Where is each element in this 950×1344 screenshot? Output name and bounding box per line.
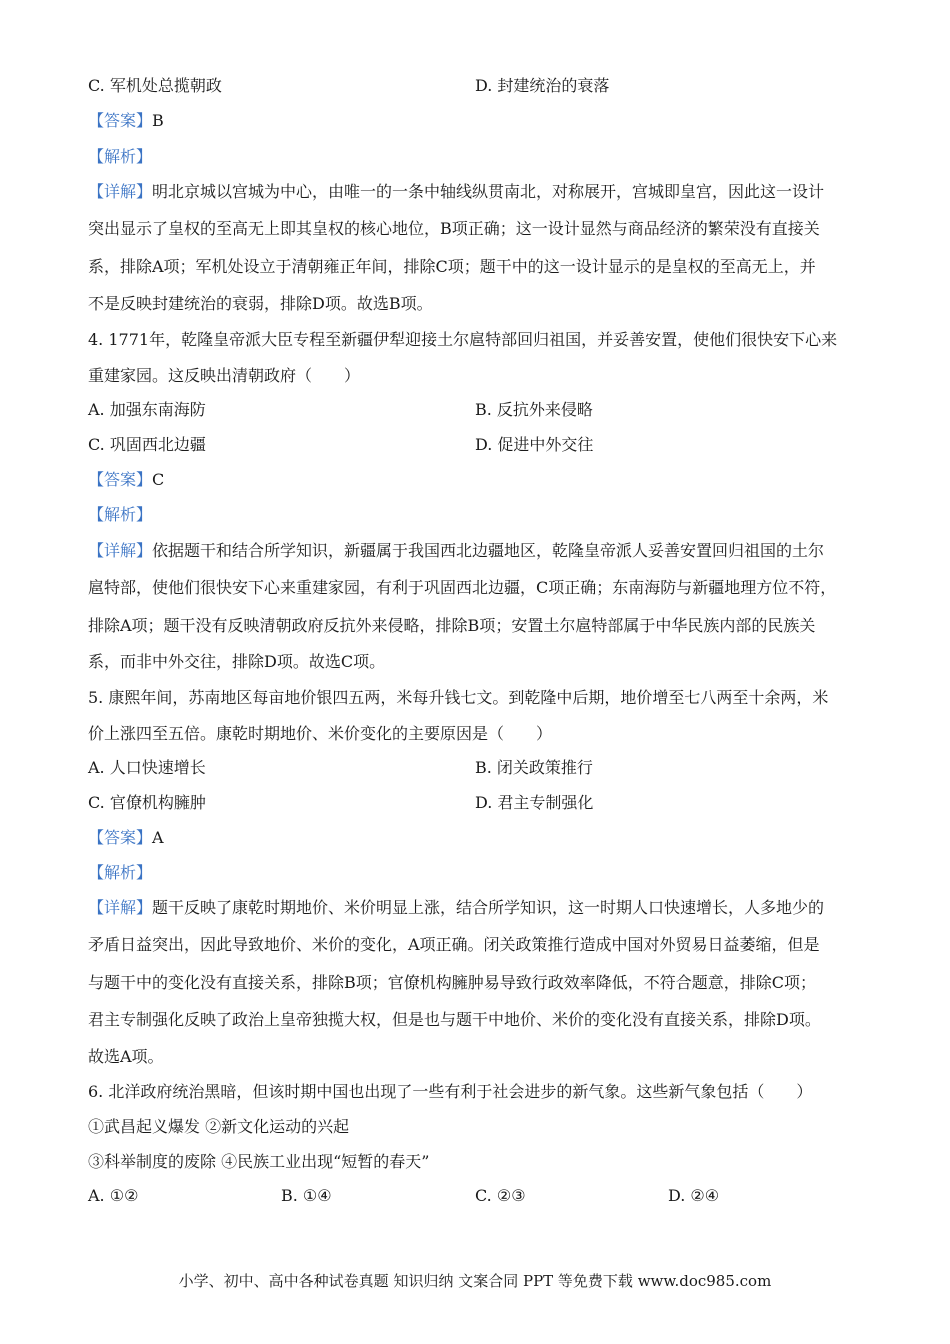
q5-detail-line-3: 与题干中的变化没有直接关系，排除B项；官僚机构臃肿易导致行政效率降低，不符合题意，排除C项；: [88, 973, 817, 992]
answer-tag: 【答案】: [88, 470, 153, 489]
q3-answer: [88, 111, 164, 131]
q5-detail-line-4: 君主专制强化反映了政治上皇帝独揽大权，但是也与题干中地价、米价的变化没有直接关系，排除D项。: [88, 1010, 821, 1029]
q3-option-c: C. 军机处总揽朝政: [88, 76, 222, 95]
q6-option-c: C. ②③: [475, 1186, 526, 1205]
q3-analysis-tag: 【解析】: [88, 147, 153, 166]
q5-option-b: B. 闭关政策推行: [475, 758, 593, 777]
q4-detail-line-2: 扈特部，使他们很快安下心来重建家园，有利于巩固西北边疆，C项正确；东南海防与新疆地理方位不符，: [88, 578, 837, 597]
detail-tag: 【详解】: [88, 182, 153, 201]
q4-option-d: D. 促进中外交往: [475, 435, 594, 454]
q5-detail-line-1: [88, 898, 824, 918]
q5-option-d: D. 君主专制强化: [475, 793, 594, 812]
q5-detail-line-5: 故选A项。: [88, 1047, 164, 1066]
q4-analysis-tag: 【解析】: [88, 505, 153, 524]
q6-option-d: D. ②④: [668, 1186, 720, 1205]
answer-value: B: [152, 111, 164, 130]
q6-items-line-1: ①武昌起义爆发 ②新文化运动的兴起: [88, 1117, 350, 1136]
detail-tag: 【详解】: [88, 898, 153, 917]
q4-stem-line-2: 重建家园。这反映出清朝政府（ ）: [88, 366, 361, 385]
q4-detail-line-3: 排除A项；题干没有反映清朝政府反抗外来侵略，排除B项；安置土尔扈特部属于中华民族内部的民族关: [88, 616, 816, 635]
answer-tag: 【答案】: [88, 828, 153, 847]
q4-option-a: A. 加强东南海防: [88, 400, 206, 419]
q4-answer: [88, 470, 164, 490]
q3-detail-line-3: 系，排除A项；军机处设立于清朝雍正年间，排除C项；题干中的这一设计显示的是皇权的至高无上，并: [88, 257, 816, 276]
q5-detail-line-2: 矛盾日益突出，因此导致地价、米价的变化，A项正确。闭关政策推行造成中国对外贸易日益萎缩，但是: [88, 935, 820, 954]
q3-detail-line-2: 突出显示了皇权的至高无上即其皇权的核心地位，B项正确；这一设计显然与商品经济的繁荣没有直接关: [88, 219, 820, 238]
q5-answer: [88, 828, 164, 848]
q4-option-c: C. 巩固西北边疆: [88, 435, 206, 454]
q6-option-b: B. ①④: [281, 1186, 332, 1205]
q3-option-d: D. 封建统治的衰落: [475, 76, 610, 95]
q4-stem-line-1: 4. 1771年，乾隆皇帝派大臣专程至新疆伊犁迎接土尔扈特部回归祖国，并妥善安置，使他们很快安下心来: [88, 330, 838, 349]
q3-detail-line-1: [88, 182, 824, 202]
answer-value: A: [152, 828, 164, 847]
q6-option-a: A. ①②: [88, 1186, 139, 1205]
q5-stem-line-1: 5. 康熙年间，苏南地区每亩地价银四五两，米每升钱七文。到乾隆中后期，地价增至七八两至十余两，米: [88, 688, 829, 707]
q4-detail-line-1: [88, 541, 824, 561]
q5-option-a: A. 人口快速增长: [88, 758, 206, 777]
q3-detail-line-4: 不是反映封建统治的衰弱，排除D项。故选B项。: [88, 294, 433, 313]
detail-text: 明北京城以宫城为中心，由唯一的一条中轴线纵贯南北，对称展开，宫城即皇宫，因此这一设计: [152, 182, 825, 201]
q4-option-b: B. 反抗外来侵略: [475, 400, 593, 419]
footer-text: 小学、初中、高中各种试卷真题 知识归纳 文案合同 PPT 等免费下载 www.doc985.com: [178, 1272, 772, 1290]
q5-option-c: C. 官僚机构臃肿: [88, 793, 206, 812]
detail-text: 依据题干和结合所学知识，新疆属于我国西北边疆地区，乾隆皇帝派人妥善安置回归祖国的土尔: [152, 541, 825, 560]
answer-tag: 【答案】: [88, 111, 153, 130]
q6-items-line-2: ③科举制度的废除 ④民族工业出现“短暂的春天”: [88, 1152, 430, 1171]
detail-text: 题干反映了康乾时期地价、米价明显上涨，结合所学知识，这一时期人口快速增长，人多地少的: [152, 898, 825, 917]
q5-analysis-tag: 【解析】: [88, 863, 153, 882]
detail-tag: 【详解】: [88, 541, 153, 560]
q4-detail-line-4: 系，而非中外交往，排除D项。故选C项。: [88, 652, 386, 671]
answer-value: C: [152, 470, 165, 489]
q6-stem: 6. 北洋政府统治黑暗，但该时期中国也出现了一些有利于社会进步的新气象。这些新气象包括（ ）: [88, 1082, 813, 1101]
q5-stem-line-2: 价上涨四至五倍。康乾时期地价、米价变化的主要原因是（ ）: [88, 724, 553, 743]
